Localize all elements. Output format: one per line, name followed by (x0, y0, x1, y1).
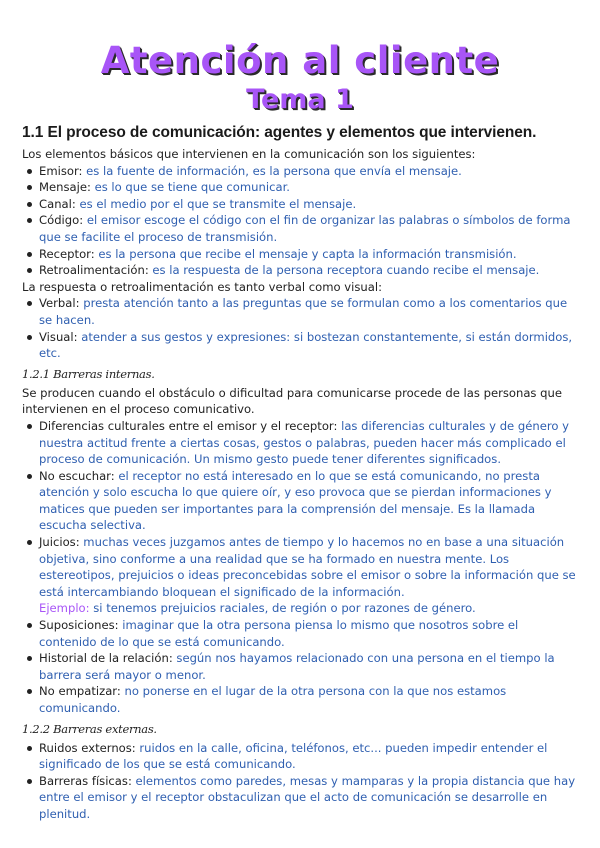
bullet-icon (27, 202, 32, 207)
internal-barriers-list (22, 418, 578, 601)
internal-barriers-list-cont (22, 617, 578, 717)
list-item: Visual: atender a sus gestos y expresiones: si bostezan constantemente, si están dormidos, etc. (22, 329, 578, 362)
section-intro: Los elementos básicos que intervienen en la comunicación son los siguientes: (22, 147, 476, 161)
list-item: Verbal: presta atención tanto a las preguntas que se formulan como a los comentarios que se hacen. (22, 295, 578, 328)
list-item: Emisor: es la fuente de información, es la persona que envía el mensaje. (22, 163, 578, 180)
list-item: Juicios: muchas veces juzgamos antes de tiempo y lo hacemos no en base a una situación objetiva, sino conforme a una realidad que se ha formado en nuestra mente. Los estereotipos, prejuicios o ideas preconcebidas sobre el emisor o sobre la información que se está intercambiando bloquean el significado de la información. (22, 534, 578, 600)
page-title: Atención al cliente (100, 39, 500, 82)
bullet-icon (27, 540, 32, 545)
example-text: si tenemos prejuicios raciales, de región o por razones de género. (89, 601, 476, 616)
example-line (22, 600, 578, 617)
section-heading-1-2-1: 1.2.1 Barreras internas. (22, 366, 155, 381)
bullet-icon (27, 623, 32, 628)
internal-barriers-intro: Se producen cuando el obstáculo o dificultad para comunicarse procede de las personas que intervienen en el proceso comunicativo. (22, 385, 562, 417)
list-item: Receptor: es la persona que recibe el mensaje y capta la información transmisión. (22, 246, 578, 263)
list-item: No empatizar: no ponerse en el lugar de la otra persona con la que nos estamos comunicando. (22, 683, 578, 716)
bullet-icon (27, 335, 32, 340)
bullet-icon (27, 169, 32, 174)
list-item: No escuchar: el receptor no está interesado en lo que se está comunicando, no presta atención y solo escucha lo que quiere oír, y eso provoca que se pierdan informaciones y matices que pueden ser importantes para la comprensión del mensaje. Es la llamada escucha selectiva. (22, 468, 578, 534)
bullet-icon (27, 185, 32, 190)
bullet-icon (27, 746, 32, 751)
bullet-icon (27, 301, 32, 306)
list-item: Mensaje: es lo que se tiene que comunicar. (22, 179, 578, 196)
list-item: Suposiciones: imaginar que la otra persona piensa lo mismo que nosotros sobre el contenido de lo que se está comunicando. (22, 617, 578, 650)
bullet-icon (27, 268, 32, 273)
list-item: Canal: es el medio por el que se transmite el mensaje. (22, 196, 578, 213)
list-item: Ruidos externos: ruidos en la calle, oficina, teléfonos, etc... pueden impedir entender el significado de los que se está comunicando. (22, 740, 578, 773)
section-heading-1-1: 1.1 El proceso de comunicación: agentes y elementos que intervienen. (22, 124, 537, 141)
bullet-icon (27, 218, 32, 223)
list-item: Historial de la relación: según nos hayamos relacionado con una persona en el tiempo la barrera será mayor o menor. (22, 650, 578, 683)
external-barriers-list (22, 740, 578, 823)
feedback-list (22, 295, 578, 361)
bullet-icon (27, 779, 32, 784)
bullet-icon (27, 252, 32, 257)
example-label: Ejemplo: (39, 601, 90, 616)
page-subtitle: Tema 1 (246, 84, 354, 115)
list-item: Código: el emisor escoge el código con el fin de organizar las palabras o símbolos de forma que se facilite el proceso de transmisión. (22, 212, 578, 245)
elements-list (22, 163, 578, 279)
bullet-icon (27, 656, 32, 661)
list-item: Barreras físicas: elementos como paredes, mesas y mamparas y la propia distancia que hay entre el emisor y el receptor obstaculizan que el acto de comunicación se desarrolle en plenitud. (22, 773, 578, 823)
bullet-icon (27, 474, 32, 479)
list-item: Diferencias culturales entre el emisor y el receptor: las diferencias culturales y de género y nuestra actitud frente a ciertas cosas, gestos o palabras, pueden hacer más complicado el proceso de comunicación. Un mismo gesto puede tener diferentes significados. (22, 418, 578, 468)
bullet-icon (27, 424, 32, 429)
feedback-intro: La respuesta o retroalimentación es tanto verbal como visual: (22, 279, 382, 294)
section-heading-1-2-2: 1.2.2 Barreras externas. (22, 721, 157, 736)
bullet-icon (27, 689, 32, 694)
list-item: Retroalimentación: es la respuesta de la persona receptora cuando recibe el mensaje. (22, 262, 578, 279)
